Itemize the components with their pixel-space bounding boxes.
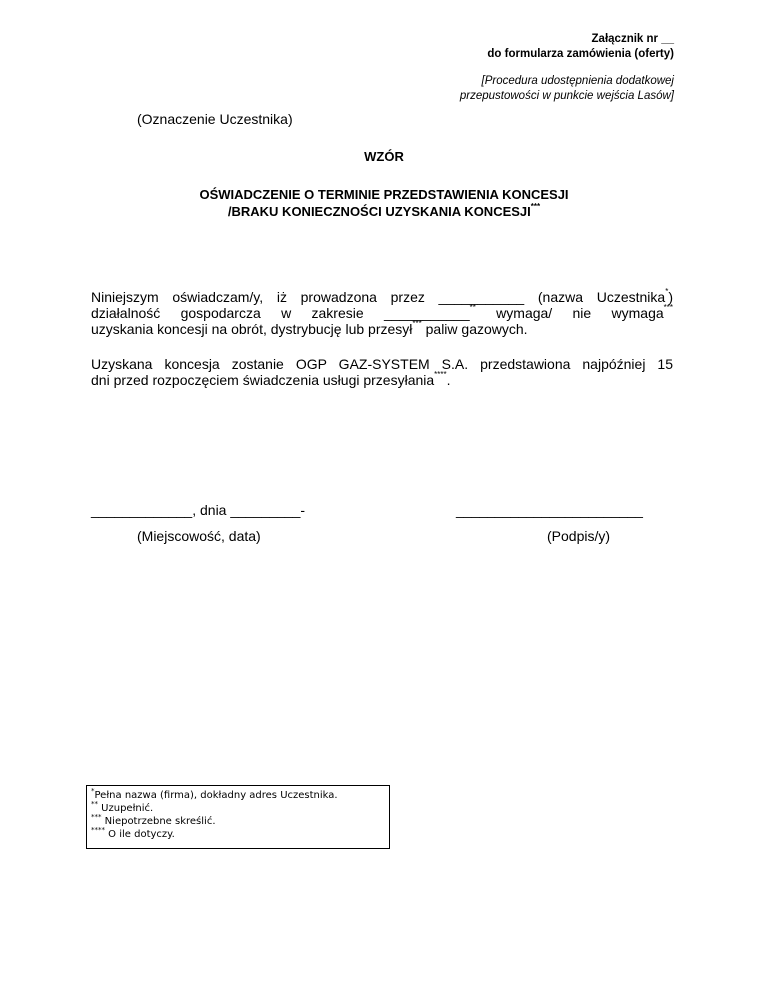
- annex-number: Załącznik nr __: [591, 33, 674, 45]
- footnote-mark: ***: [663, 303, 673, 313]
- concession-paragraph: [91, 356, 673, 388]
- document-title: [0, 186, 768, 220]
- signature-caption: (Podpis/y): [547, 528, 611, 544]
- procedure-reference-line1: [Procedura udostępnienia dodatkowej: [481, 75, 674, 87]
- form-reference: do formularza zamówienia (oferty): [487, 48, 674, 60]
- footnote-2: ** Uzupełnić.: [91, 799, 154, 814]
- place-date-caption: (Miejscowość, data): [137, 528, 261, 544]
- footnote-mark: ***: [412, 319, 422, 329]
- document-kind: WZÓR: [364, 149, 404, 164]
- footnote-mark: ****: [434, 370, 447, 380]
- title-line2: /BRAKU KONIECZNOŚCI UZYSKANIA KONCESJI***: [227, 201, 541, 219]
- title-line1: OŚWIADCZENIE O TERMINIE PRZEDSTAWIENIA KONCESJI: [199, 187, 569, 202]
- signature-blank: ________________________: [456, 502, 643, 518]
- procedure-reference-line2: przepustowości w punkcie wejścia Lasów]: [459, 90, 674, 102]
- footnote-mark: *: [665, 287, 669, 297]
- participant-designation: (Oznaczenie Uczestnika): [137, 111, 293, 127]
- declaration-line1: Niniejszym oświadczam/y, iż prowadzona przez ___________ (nazwa Uczestnika*): [91, 287, 673, 305]
- place-date-blank: _____________, dnia _________-: [91, 502, 306, 518]
- footnotes-box: [86, 785, 390, 849]
- title-footnote-mark: ***: [530, 201, 541, 211]
- concession-line2: dni przed rozpoczęciem świadczenia usługi przesyłania****.: [91, 370, 451, 388]
- concession-line1: Uzyskana koncesja zostanie OGP GAZ-SYSTEM S.A. przedstawiona najpóźniej 15: [91, 356, 673, 372]
- footnote-3: *** Niepotrzebne skreślić.: [91, 812, 216, 827]
- footnote-4: **** O ile dotyczy.: [91, 825, 175, 840]
- declaration-line3: uzyskania koncesji na obrót, dystrybucję lub przesył*** paliw gazowych.: [91, 319, 528, 337]
- footnote-1: *Pełna nazwa (firma), dokładny adres Uczestnika.: [91, 786, 338, 801]
- footnote-mark: **: [469, 303, 476, 313]
- declaration-line2: działalność gospodarcza w zakresie ___________** wymaga/ nie wymaga***: [91, 303, 673, 321]
- declaration-paragraph: [91, 289, 673, 337]
